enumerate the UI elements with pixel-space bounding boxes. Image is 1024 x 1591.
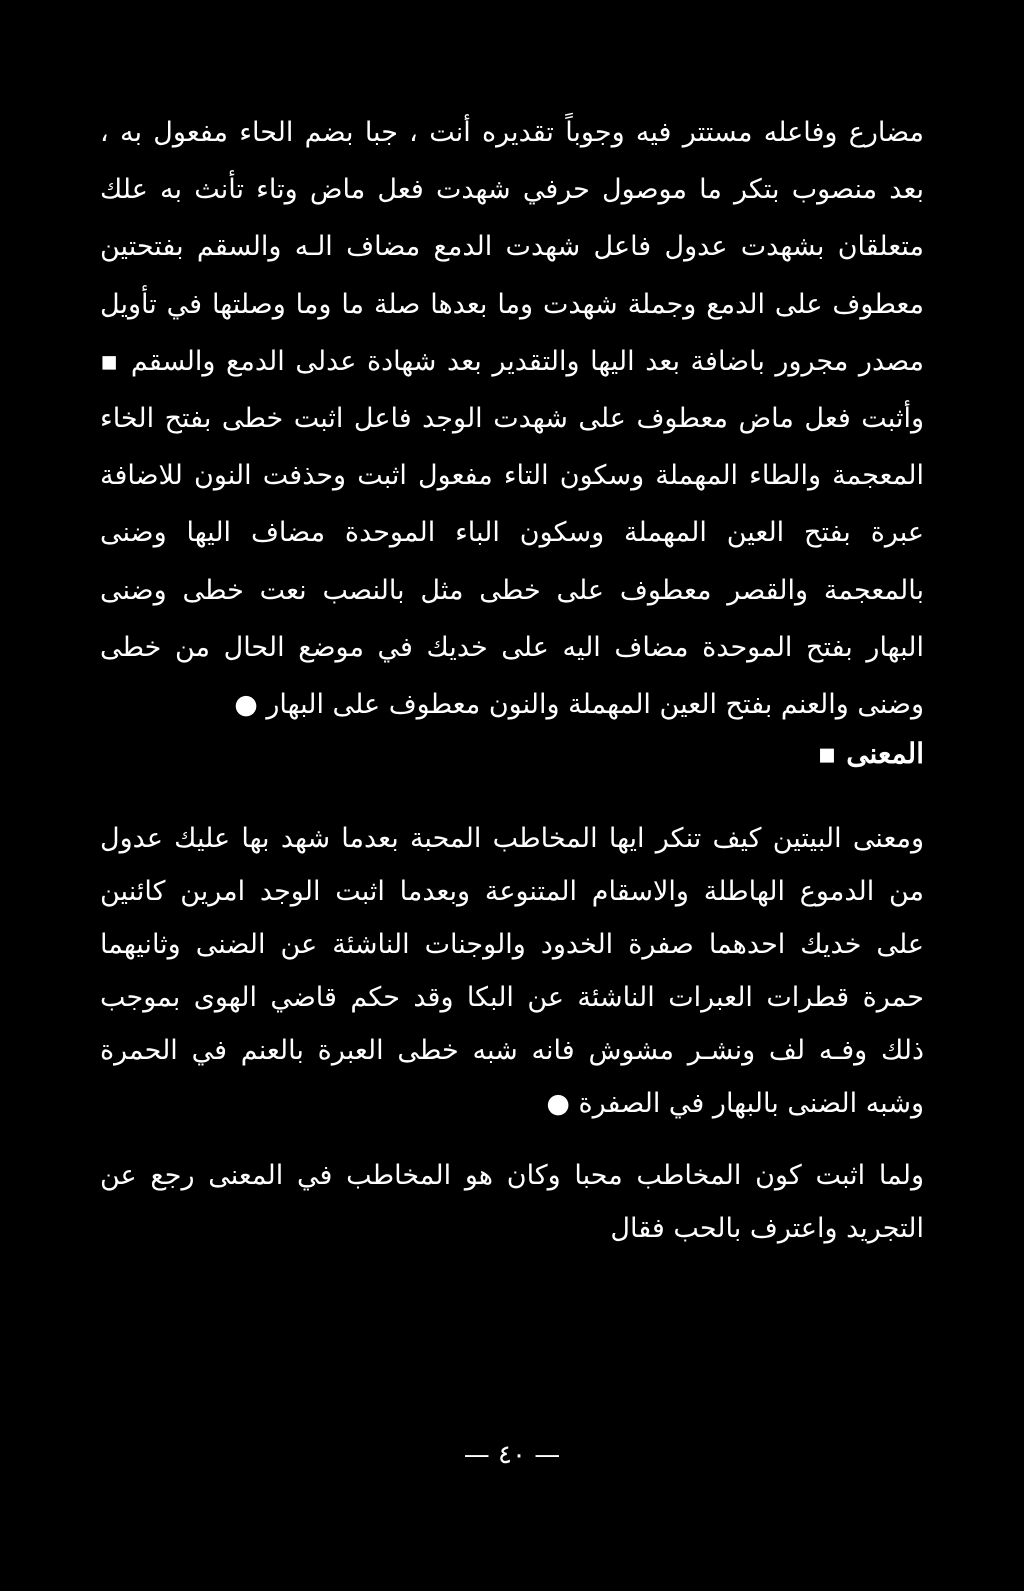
section-heading-meaning: المعنى ▪	[817, 737, 924, 770]
body-paragraph-grammar: مضارع وفاعله مستتر فيه وجوباً تقديره أنت ، جبا بضم الحاء مفعول به ، بعد منصوب بتكر ما موصول حرفي شهدت فعل ماض وتاء تأنث به علك متعلقان بشهدت عدول فاعل شهدت الدمع مضاف الـه والسقم بفتحتين معطوف على الدمع وجملة شهدت وما بعدها صلة ما وما وصلتها في تأويل مصدر مجرور باضافة بعد اليها والتقدير بعد شهادة عدلى الدمع والسقم ▪ وأثبت فعل ماض معطوف على شهدت الوجد فاعل اثبت خطى بفتح الخاء المعجمة والطاء المهملة وسكون التاء مفعول اثبت وحذفت النون للاضافة عبرة بفتح العين المهملة وسكون الباء الموحدة مضاف اليها وضنى بالمعجمة والقصر معطوف على خطى مثل بالنصب نعت خطى وضنى البهار بفتح الموحدة مضاف اليه على خديك في موضع الحال من خطى وضنى والعنم بفتح العين المهملة والنون معطوف على البهار ●	[100, 117, 924, 721]
page-number: — ٤٠ —	[463, 1440, 561, 1470]
body-paragraph-transition: ولما اثبت كون المخاطب محبا وكان هو المخاطب في المعنى رجع عن التجريد واعترف بالحب فقال	[100, 1160, 924, 1244]
body-paragraph-meaning: ومعنى البيتين كيف تنكر ايها المخاطب المحبة بعدما شهد بها عليك عدول من الدموع الهاطلة والاسقام المتنوعة وبعدما اثبت الوجد امرين كائنين على خديك احدهما صفرة الخدود والوجنات الناشئة عن الضنى وثانيهما حمرة قطرات العبرات الناشئة عن البكا وقد حكم قاضي الهوى بموجب ذلك وفـه لف ونشـر مشوش فانه شبه خطى العبرة بالعنم في الحمرة وشبه الضنى بالبهار في الصفرة ●	[100, 823, 924, 1119]
